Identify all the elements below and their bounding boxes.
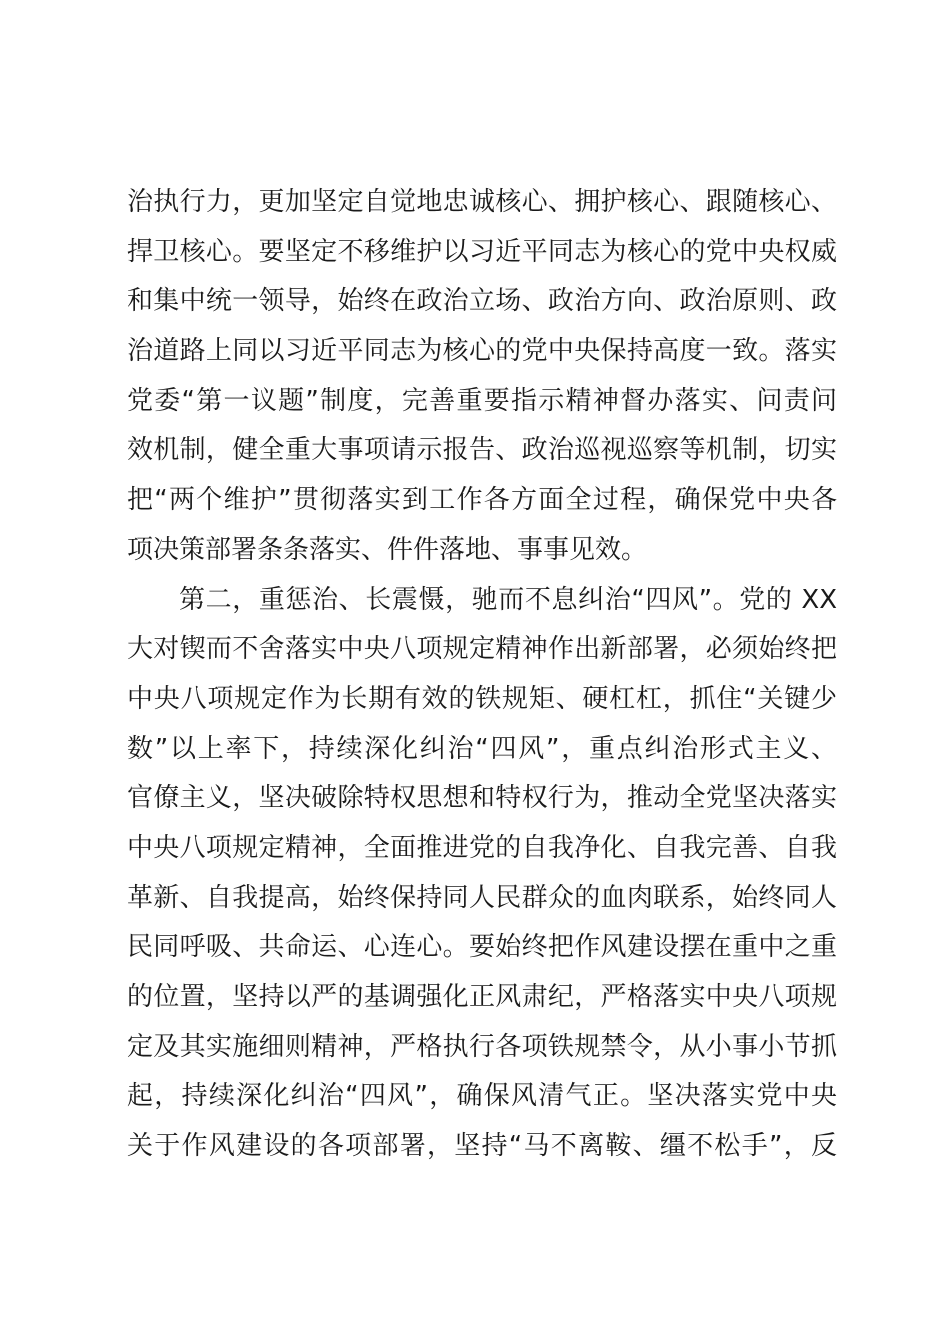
text-line: 中央八项规定作为长期有效的铁规矩、硬杠杠，抓住“关键少 bbox=[127, 683, 837, 714]
text-line: 大对锲而不舍落实中央八项规定精神作出新部署，必须始终把 bbox=[127, 634, 837, 665]
text-line: 和集中统一领导，始终在政治立场、政治方向、政治原则、政 bbox=[127, 286, 837, 317]
text-line: 定及其实施细则精神，严格执行各项铁规禁令，从小事小节抓 bbox=[127, 1031, 837, 1062]
text-line: 效机制，健全重大事项请示报告、政治巡视巡察等机制，切实 bbox=[127, 435, 837, 466]
text-line: 治执行力，更加坚定自觉地忠诚核心、拥护核心、跟随核心、 bbox=[127, 187, 837, 217]
text-line: 党委“第一议题”制度，完善重要指示精神督办落实、问责问 bbox=[127, 385, 837, 416]
paragraph-start-line: 第二，重惩治、长震慑，驰而不息纠治“四风”。党的 XX bbox=[179, 584, 837, 615]
body-text bbox=[127, 178, 837, 1172]
text-line: 数”以上率下，持续深化纠治“四风”，重点纠治形式主义、 bbox=[127, 733, 837, 764]
text-line: 治道路上同以习近平同志为核心的党中央保持高度一致。落实 bbox=[127, 336, 837, 367]
text-line: 革新、自我提高，始终保持同人民群众的血肉联系，始终同人 bbox=[127, 882, 837, 913]
text-line: 捍卫核心。要坚定不移维护以习近平同志为核心的党中央权威 bbox=[127, 236, 837, 267]
text-line: 官僚主义，坚决破除特权思想和特权行为，推动全党坚决落实 bbox=[127, 783, 837, 814]
text-line: 民同呼吸、共命运、心连心。要始终把作风建设摆在重中之重 bbox=[127, 932, 837, 963]
text-line: 起，持续深化纠治“四风”，确保风清气正。坚决落实党中央 bbox=[127, 1081, 837, 1112]
text-line: 的位置，坚持以严的基调强化正风肃纪，严格落实中央八项规 bbox=[127, 982, 837, 1012]
paragraph-end-line: 项决策部署条条落实、件件落地、事事见效。 bbox=[127, 534, 648, 565]
text-line: 把“两个维护”贯彻落实到工作各方面全过程，确保党中央各 bbox=[127, 485, 837, 516]
text-line: 关于作风建设的各项部署，坚持“马不离鞍、缰不松手”，反 bbox=[127, 1131, 837, 1162]
text-line: 中央八项规定精神，全面推进党的自我净化、自我完善、自我 bbox=[127, 832, 837, 863]
